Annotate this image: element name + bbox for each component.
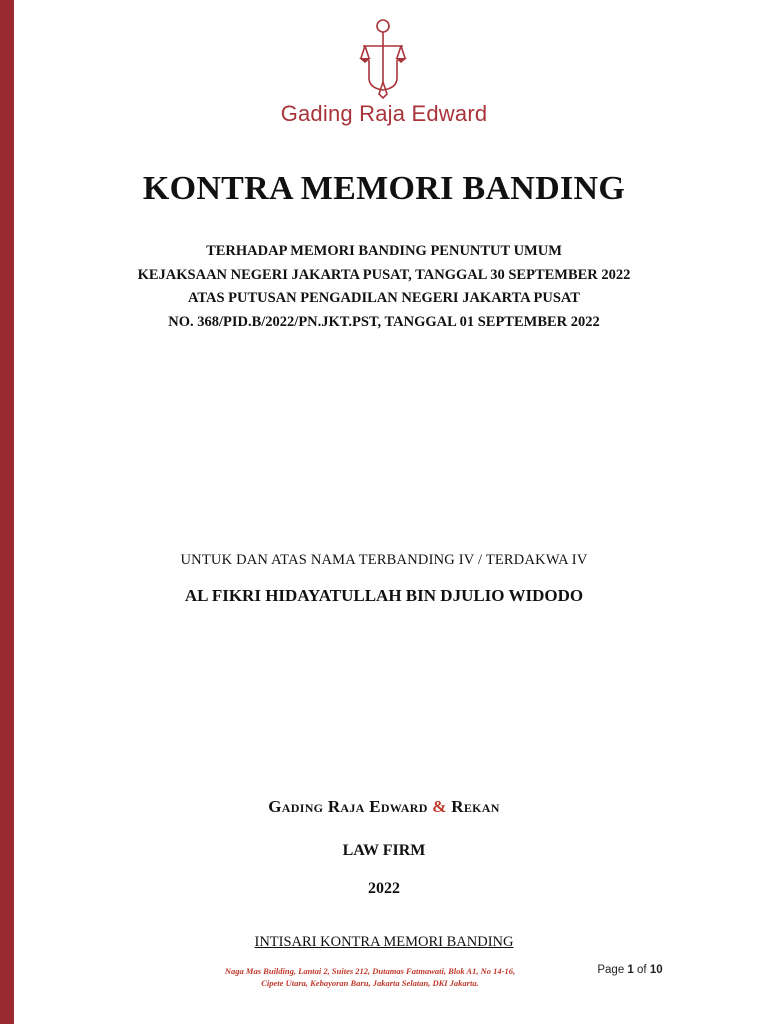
firm-name-part2: Rekan (451, 797, 500, 816)
scales-of-justice-icon (355, 16, 411, 100)
firm-name-part1: Gading Raja Edward (268, 797, 428, 816)
page-number (570, 964, 690, 976)
page-total: 10 (649, 964, 663, 976)
address-line: Cipete Utara, Kebayoran Baru, Jakarta Selatan, DKI Jakarta. (261, 978, 479, 988)
subtitle-line: KEJAKSAAN NEGERI JAKARTA PUSAT, TANGGAL 30 SEPTEMBER 2022 (137, 266, 631, 283)
subtitle-line: NO. 368/PID.B/2022/PN.JKT.PST, TANGGAL 01 SEPTEMBER 2022 (168, 313, 600, 330)
page-label: Page (597, 964, 625, 976)
firm-type: LAW FIRM (342, 842, 426, 859)
firm-name (0, 797, 768, 817)
address-line: Naga Mas Building, Lantai 2, Suites 212, Dutamas Fatmawati, Blok A1, No 14-16, (224, 966, 516, 976)
left-accent-bar (0, 0, 14, 1024)
behalf-line: UNTUK DAN ATAS NAMA TERBANDING IV / TERDAKWA IV (180, 552, 588, 568)
firm-year: 2022 (368, 880, 400, 897)
subtitle-block (0, 240, 768, 334)
subtitle-line: TERHADAP MEMORI BANDING PENUNTUT UMUM (206, 243, 562, 259)
page-of: of (637, 964, 647, 976)
summary-heading: INTISARI KONTRA MEMORI BANDING (254, 934, 514, 950)
defendant-name: AL FIKRI HIDAYATULLAH BIN DJULIO WIDODO (184, 586, 584, 605)
page-current: 1 (627, 964, 634, 976)
logo-wordmark: Gading Raja Edward (280, 101, 488, 126)
footer-address (140, 965, 600, 989)
subtitle-line: ATAS PUTUSAN PENGADILAN NEGERI JAKARTA PUSAT (188, 290, 580, 306)
document-title: KONTRA MEMORI BANDING (142, 170, 626, 207)
firm-ampersand: & (432, 797, 447, 816)
